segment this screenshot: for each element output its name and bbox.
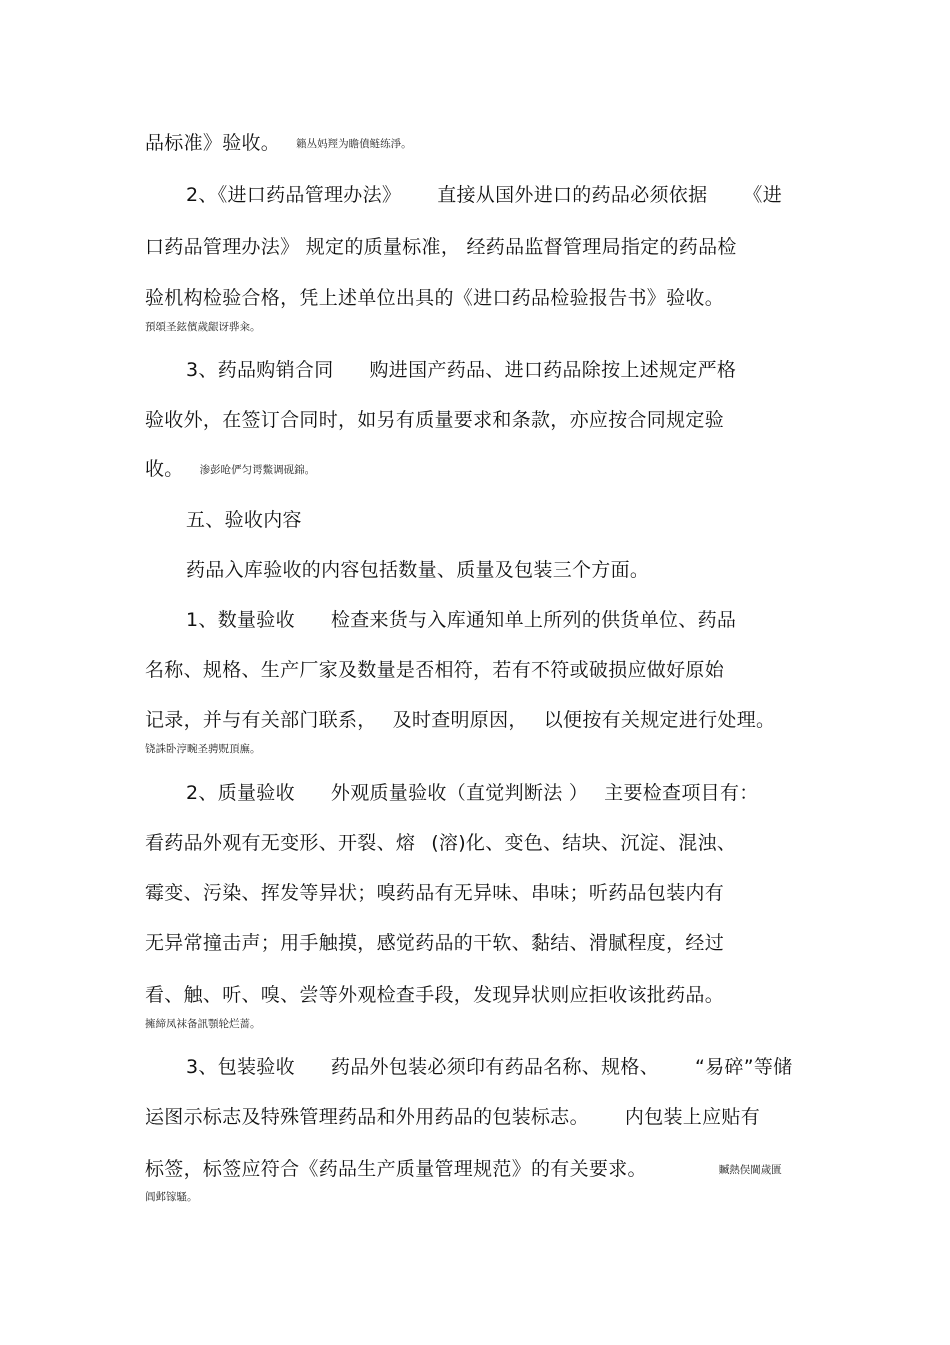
text: 2、质量验收 — [186, 782, 295, 804]
paragraph-quality-check — [186, 780, 759, 806]
text-line — [145, 1156, 782, 1183]
text: 外观质量验收（直觉判断法 ） — [330, 782, 589, 804]
text-line — [145, 930, 724, 956]
text: 以便按有关规定进行处理。 — [543, 709, 776, 731]
text: 《进 — [743, 184, 783, 206]
paragraph-import-drugs — [186, 182, 782, 208]
text-line — [145, 456, 315, 483]
text: 直接从国外进口的药品必须依据 — [437, 184, 708, 206]
text: 名称、规格、生产厂家及数量是否相符，若有不符或破损应做好原始 — [145, 659, 725, 681]
text: 验收外，在签订合同时，如另有质量要求和条款，亦应按合同规定验 — [145, 409, 725, 431]
text: 药品外包装必须印有药品名称、规格、 — [330, 1056, 659, 1078]
text: 验机构检验合格，凭上述单位出具的《进口药品检验报告书》验收。 — [145, 287, 725, 309]
text: 收。 — [145, 458, 184, 480]
garbled-note: 籟丛妈羥为瞻僨鲢练淨。 — [296, 138, 412, 150]
paragraph-quantity-check — [186, 607, 736, 633]
text: 及时查明原因， — [392, 709, 528, 731]
text: 品标准》验收。 — [145, 132, 281, 154]
text: 3、药品购销合同 — [186, 359, 334, 381]
text: “易碎”等储 — [695, 1056, 793, 1078]
garbled-note: 擁締凤袜备訊顎轮烂蔷。 — [145, 1018, 261, 1030]
text: 五、验收内容 — [186, 509, 302, 531]
text: 主要检查项目有： — [604, 782, 759, 804]
garbled-note: 預頌圣鉉儐歲龈讶骅籴。 — [145, 321, 261, 333]
text-line — [145, 234, 737, 260]
paragraph-package-check — [186, 1054, 793, 1080]
section-heading — [186, 507, 302, 533]
text: 内包装上应贴有 — [624, 1106, 761, 1128]
text-line — [145, 707, 775, 733]
text: 检查来货与入库通知单上所列的供货单位、药品 — [330, 609, 737, 631]
text-line — [145, 407, 724, 433]
text: 购进国产药品、进口药品除按上述规定严格 — [369, 359, 737, 381]
text-line — [145, 880, 724, 906]
text: 霉变、污染、挥发等异状；嗅药品有无异味、串味；听药品包装内有 — [145, 882, 725, 904]
text: 无异常撞击声；用手触摸，感觉药品的干软、黏结、滑腻程度，经过 — [145, 932, 725, 954]
text: 口药品管理办法》 规定的质量标准， 经药品监督管理局指定的药品检 — [145, 236, 737, 258]
text-line — [186, 557, 649, 583]
text: 2、《进口药品管理办法》 — [186, 184, 402, 206]
text: 3、包装验收 — [186, 1056, 295, 1078]
paragraph-purchase-contract — [186, 357, 736, 383]
text-line — [145, 982, 724, 1008]
text-line — [145, 130, 412, 157]
text: (溶)化、变色、结块、沉淀、混浊、 — [431, 832, 737, 854]
text: 1、数量验收 — [186, 609, 295, 631]
garbled-note: 阊邺镓騷。 — [145, 1191, 198, 1203]
text: 看、触、听、嗅、尝等外观检查手段，发现异状则应拒收该批药品。 — [145, 984, 725, 1006]
text-line — [145, 285, 724, 311]
text: 看药品外观有无变形、开裂、熔 — [145, 832, 416, 854]
text-line — [145, 657, 724, 683]
text: 记录，并与有关部门联系， — [145, 709, 377, 731]
garbled-note: 铙誅卧涥畹圣骋贶頂廡。 — [145, 743, 261, 755]
text: 运图示标志及特殊管理药品和外用药品的包装标志。 — [145, 1106, 589, 1128]
garbled-note: 贓熱俣閫歲匱 — [718, 1164, 782, 1176]
garbled-note: 渗彭呛俨匀谔鱉调砚錦。 — [199, 464, 316, 476]
text-line — [145, 830, 736, 856]
text: 药品入库验收的内容包括数量、质量及包装三个方面。 — [186, 559, 650, 581]
text-line — [145, 1104, 760, 1130]
text: 标签，标签应符合《药品生产质量管理规范》的有关要求。 — [145, 1158, 647, 1180]
